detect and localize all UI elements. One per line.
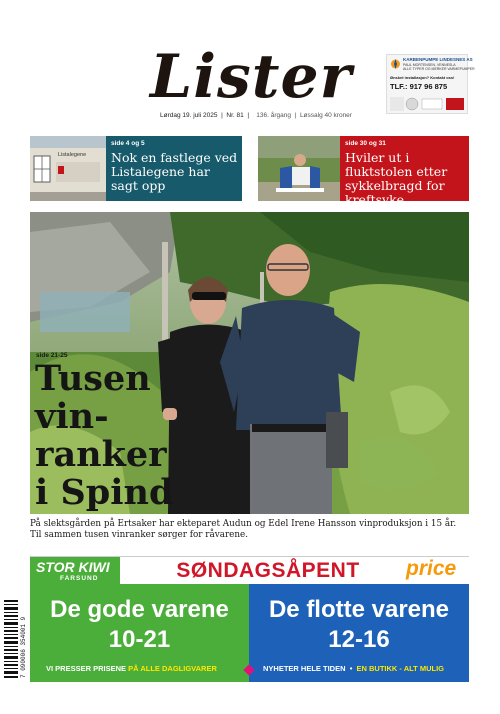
- price-brand: price: [406, 557, 457, 580]
- main-headline-line: vin-: [35, 396, 109, 437]
- teaser-photo-lounger: [258, 136, 340, 201]
- ad-right-footer-a: NYHETER HELE TIDEN: [263, 664, 346, 673]
- teaser-photo-clinic: [30, 136, 106, 201]
- heatpump-logo-icon: [390, 57, 401, 71]
- ad-left-hours: 10-21: [108, 626, 171, 653]
- barcode-icon: [4, 600, 18, 678]
- ad-left-footer-a: VI PRESSER PRISENE: [46, 664, 127, 673]
- masthead-title: Lister: [150, 42, 353, 112]
- ad-company-sub1: PAUL MORTENSEN, VENNESLA: [403, 63, 456, 67]
- main-kicker: side 21-25: [36, 352, 68, 359]
- main-headline-line: Tusen: [35, 358, 151, 399]
- teaser-kicker: side 4 og 5: [111, 140, 145, 147]
- issue-date: Lørdag 19. juli 2025: [160, 112, 218, 119]
- issue-volume: 136. årgang: [256, 112, 291, 119]
- ad-phone: TLF.: 917 96 875: [390, 82, 448, 91]
- teaser-sign-text: Listalegene: [58, 152, 87, 158]
- top-advertisement[interactable]: [386, 54, 475, 114]
- teaser-box-left: [106, 136, 242, 201]
- ad-product-images: [390, 95, 466, 113]
- price-logo: [397, 557, 469, 585]
- issue-price: Løssalg 40 kroner: [299, 112, 352, 119]
- ad-top-strip: [30, 556, 469, 584]
- teaser-headline: Hviler ut i fluktstolen etter sykkelbragd for kreftsyke: [345, 150, 448, 207]
- ad-left-line1: De gode varene: [50, 596, 229, 623]
- main-caption: På slektsgården på Ertsaker har ekteparet Audun og Edel Irene Hansson vinproduksjon i 15 år. Til sammen tusen vinranker sørger for råvarene.: [30, 519, 457, 540]
- teaser-headline: Nok en fastlege ved Listalegene har sagt opp: [111, 150, 238, 193]
- main-headline[interactable]: [35, 360, 185, 512]
- main-headline-line: ranker: [35, 434, 167, 475]
- teaser-kicker: side 30 og 31: [345, 140, 386, 147]
- masthead: [150, 42, 353, 112]
- ad-left-footer: [46, 664, 217, 673]
- teaser-cycling[interactable]: [258, 136, 469, 207]
- ad-left-footer-b: PÅ ALLE DAGLIGVARER: [128, 664, 217, 673]
- issue-meta: Lørdag 19. juli 2025 | Nr. 81 | 136. årgang | Løssalg 40 kroner: [160, 112, 352, 119]
- barcode-number: 7 090006 354001 9: [20, 616, 27, 678]
- kiwi-logo: [30, 557, 120, 585]
- sunday-open-text: SØNDAGSÅPENT: [176, 559, 360, 582]
- ad-right-footer: NYHETER HELE TIDEN • EN BUTIKK - ALT MULIG: [263, 664, 444, 673]
- ad-panel-kiwi: [30, 584, 249, 682]
- ad-company-sub2: ALLE TYPER OG MERKER VARMEPUMPER: [403, 67, 475, 71]
- kiwi-price-advertisement[interactable]: [30, 556, 469, 682]
- teaser-listalegene[interactable]: [30, 136, 242, 201]
- ad-tagline: Ønsket installasjon? Kontakt oss!: [390, 75, 455, 80]
- kiwi-location: FARSUND: [60, 575, 99, 582]
- issue-number: Nr. 81: [226, 112, 244, 119]
- ad-right-hours: 12-16: [328, 626, 390, 653]
- main-headline-line: i Spind: [35, 472, 174, 513]
- ad-right-line1: De flotte varene: [268, 596, 450, 623]
- ad-right-footer-b: EN BUTIKK - ALT MULIG: [356, 664, 444, 673]
- kiwi-brand: STOR KIWI: [36, 559, 110, 575]
- teaser-box-right: [340, 136, 469, 207]
- ad-company: KARBENPUMPE LINDESNES AS: [403, 57, 473, 62]
- ad-panel-price: [249, 584, 469, 682]
